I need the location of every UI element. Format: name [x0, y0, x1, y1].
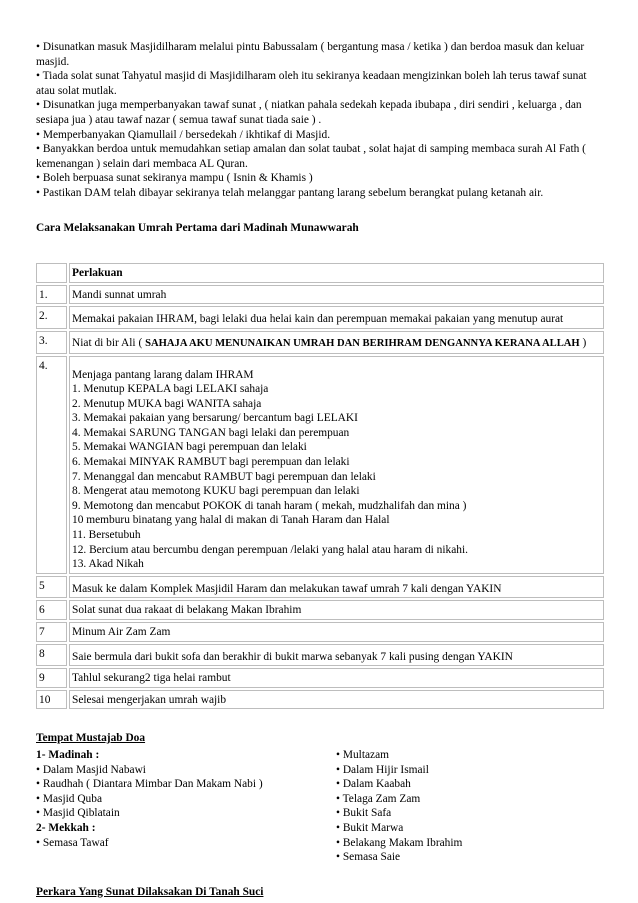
list-item: • Multazam	[336, 748, 390, 761]
mekkah-label: 2- Mekkah :	[36, 821, 96, 834]
table-row	[36, 622, 604, 642]
step-text: Saie bermula dari bukit sofa dan berakhir di bukit marwa sebanyak 7 kali pusing dengan YAKIN	[69, 644, 604, 667]
pantang-item: 3. Memakai pakaian yang bersarung/ bercantum bagi LELAKI	[72, 412, 358, 425]
table-header-row	[36, 263, 604, 283]
table-row	[36, 356, 604, 574]
doa-heading: Tempat Mustajab Doa	[36, 732, 146, 745]
list-item: • Masjid Qiblatain	[36, 807, 120, 820]
pantang-item: 6. Memakai MINYAK RAMBUT bagi perempuan dan lelaki	[72, 456, 350, 469]
list-item: • Raudhah ( Diantara Mimbar Dan Makam Nabi )	[36, 778, 263, 791]
step-number: 8	[36, 644, 67, 667]
table-row	[36, 331, 604, 354]
pantang-item: 9. Memotong dan mencabut POKOK di tanah haram ( mekah, mudzhalifah dan mina )	[72, 499, 467, 512]
step-text: Memakai pakaian IHRAM, bagi lelaki dua helai kain dan perempuan memakai pakaian yang menutup aurat	[69, 306, 604, 329]
step-text: Minum Air Zam Zam	[69, 622, 604, 642]
step-number: 3.	[36, 331, 67, 354]
niat-text: SAHAJA AKU MENUNAIKAN UMRAH DAN BERIHRAM DENGANNYA KERANA ALLAH	[145, 337, 580, 349]
table-header-label: Perlakuan	[69, 263, 604, 283]
table-row	[36, 306, 604, 329]
table-row	[36, 668, 604, 688]
pantang-item: 5. Memakai WANGIAN bagi perempuan dan lelaki	[72, 441, 307, 454]
intro-line: • Boleh berpuasa sunat sekiranya mampu ( Isnin & Khamis )	[36, 172, 313, 185]
pantang-item: 2. Menutup MUKA bagi WANITA sahaja	[72, 397, 262, 410]
pantang-title: Menjaga pantang larang dalam IHRAM	[72, 368, 254, 381]
step-text	[69, 356, 604, 574]
step-number: 2.	[36, 306, 67, 329]
madinah-label: 1- Madinah :	[36, 748, 100, 761]
doa-right-column	[336, 748, 462, 865]
step-text: Tahlul sekurang2 tiga helai rambut	[69, 668, 604, 688]
list-item: • Dalam Hijir Ismail	[336, 763, 429, 776]
table-row	[36, 690, 604, 710]
list-item: • Belakang Makam Ibrahim	[336, 836, 463, 849]
table-row	[36, 600, 604, 620]
list-item: • Masjid Quba	[36, 792, 102, 805]
list-item: • Semasa Saie	[336, 851, 401, 864]
step-number: 1.	[36, 285, 67, 305]
step-text: Solat sunat dua rakaat di belakang Makan Ibrahim	[69, 600, 604, 620]
document-page	[36, 40, 606, 899]
intro-line: • Memperbanyakan Qiamullail / bersedekah / ikhtikaf di Masjid.	[36, 128, 331, 141]
intro-line: • Pastikan DAM telah dibayar sekiranya telah melanggar pantang larang sebelum berangkat pulang ketanah air.	[36, 186, 544, 199]
step-number: 4.	[36, 356, 67, 574]
table-row	[36, 285, 604, 305]
pantang-item: 10 memburu binatang yang halal di makan di Tanah Haram dan Halal	[72, 514, 390, 527]
umrah-heading: Cara Melaksanakan Umrah Pertama dari Madinah Munawwarah	[36, 221, 359, 234]
pantang-item: 4. Memakai SARUNG TANGAN bagi lelaki dan perempuan	[72, 426, 350, 439]
sunat-heading: Perkara Yang Sunat Dilaksakan Di Tanah Suci	[36, 885, 264, 898]
niat-prefix: Niat di bir Ali (	[72, 336, 146, 349]
list-item: • Semasa Tawaf	[36, 836, 109, 849]
list-item: • Bukit Marwa	[336, 821, 404, 834]
pantang-item: 1. Menutup KEPALA bagi LELAKI sahaja	[72, 383, 269, 396]
step-text: Masuk ke dalam Komplek Masjidil Haram dan melakukan tawaf umrah 7 kali dengan YAKIN	[69, 576, 604, 599]
step-number: 5	[36, 576, 67, 599]
intro-line: • Tiada solat sunat Tahyatul masjid di Masjidilharam oleh itu sekiranya keadaan mengizinkan boleh lah terus tawaf sunat atau solat mutlak.	[36, 70, 587, 97]
table-header-num	[36, 263, 67, 283]
step-number: 7	[36, 622, 67, 642]
table-row	[36, 576, 604, 599]
step-number: 10	[36, 690, 67, 710]
list-item: • Dalam Kaabah	[336, 778, 411, 791]
list-item: • Bukit Safa	[336, 807, 392, 820]
step-text: Selesai mengerjakan umrah wajib	[69, 690, 604, 710]
step-text: Mandi sunnat umrah	[69, 285, 604, 305]
step-number: 6	[36, 600, 67, 620]
intro-bullets	[36, 40, 606, 201]
pantang-item: 11. Bersetubuh	[72, 529, 141, 542]
step-number: 9	[36, 668, 67, 688]
doa-columns	[36, 748, 606, 865]
pantang-item: 12. Bercium atau bercumbu dengan perempuan /lelaki yang halal atau haram di nikahi.	[72, 543, 468, 556]
pantang-item: 13. Akad Nikah	[72, 558, 144, 571]
umrah-steps-table	[34, 261, 606, 711]
list-item: • Telaga Zam Zam	[336, 792, 421, 805]
intro-line: • Disunatkan juga memperbanyakan tawaf sunat , ( niatkan pahala sedekah kepada ibubapa , diri sendiri , keluarga , dan sesiapa jua ) atau tawaf nazar ( semua tawaf sunat tiada saie ) .	[36, 99, 582, 126]
intro-line: • Banyakkan berdoa untuk memudahkan setiap amalan dan solat taubat , solat hajat di samping membaca surah Al Fath ( kemenangan ) selain dari membaca AL Quran.	[36, 143, 586, 170]
niat-suffix: )	[579, 336, 587, 349]
doa-left-column	[36, 748, 336, 865]
intro-line: • Disunatkan masuk Masjidilharam melalui pintu Babussalam ( bergantung masa / ketika ) dan berdoa masuk dan keluar masjid.	[36, 41, 585, 68]
list-item: • Dalam Masjid Nabawi	[36, 763, 146, 776]
pantang-item: 8. Mengerat atau memotong KUKU bagi perempuan dan lelaki	[72, 485, 360, 498]
table-row	[36, 644, 604, 667]
pantang-item: 7. Menanggal dan mencabut RAMBUT bagi perempuan dan lelaki	[72, 470, 376, 483]
step-text	[69, 331, 604, 354]
